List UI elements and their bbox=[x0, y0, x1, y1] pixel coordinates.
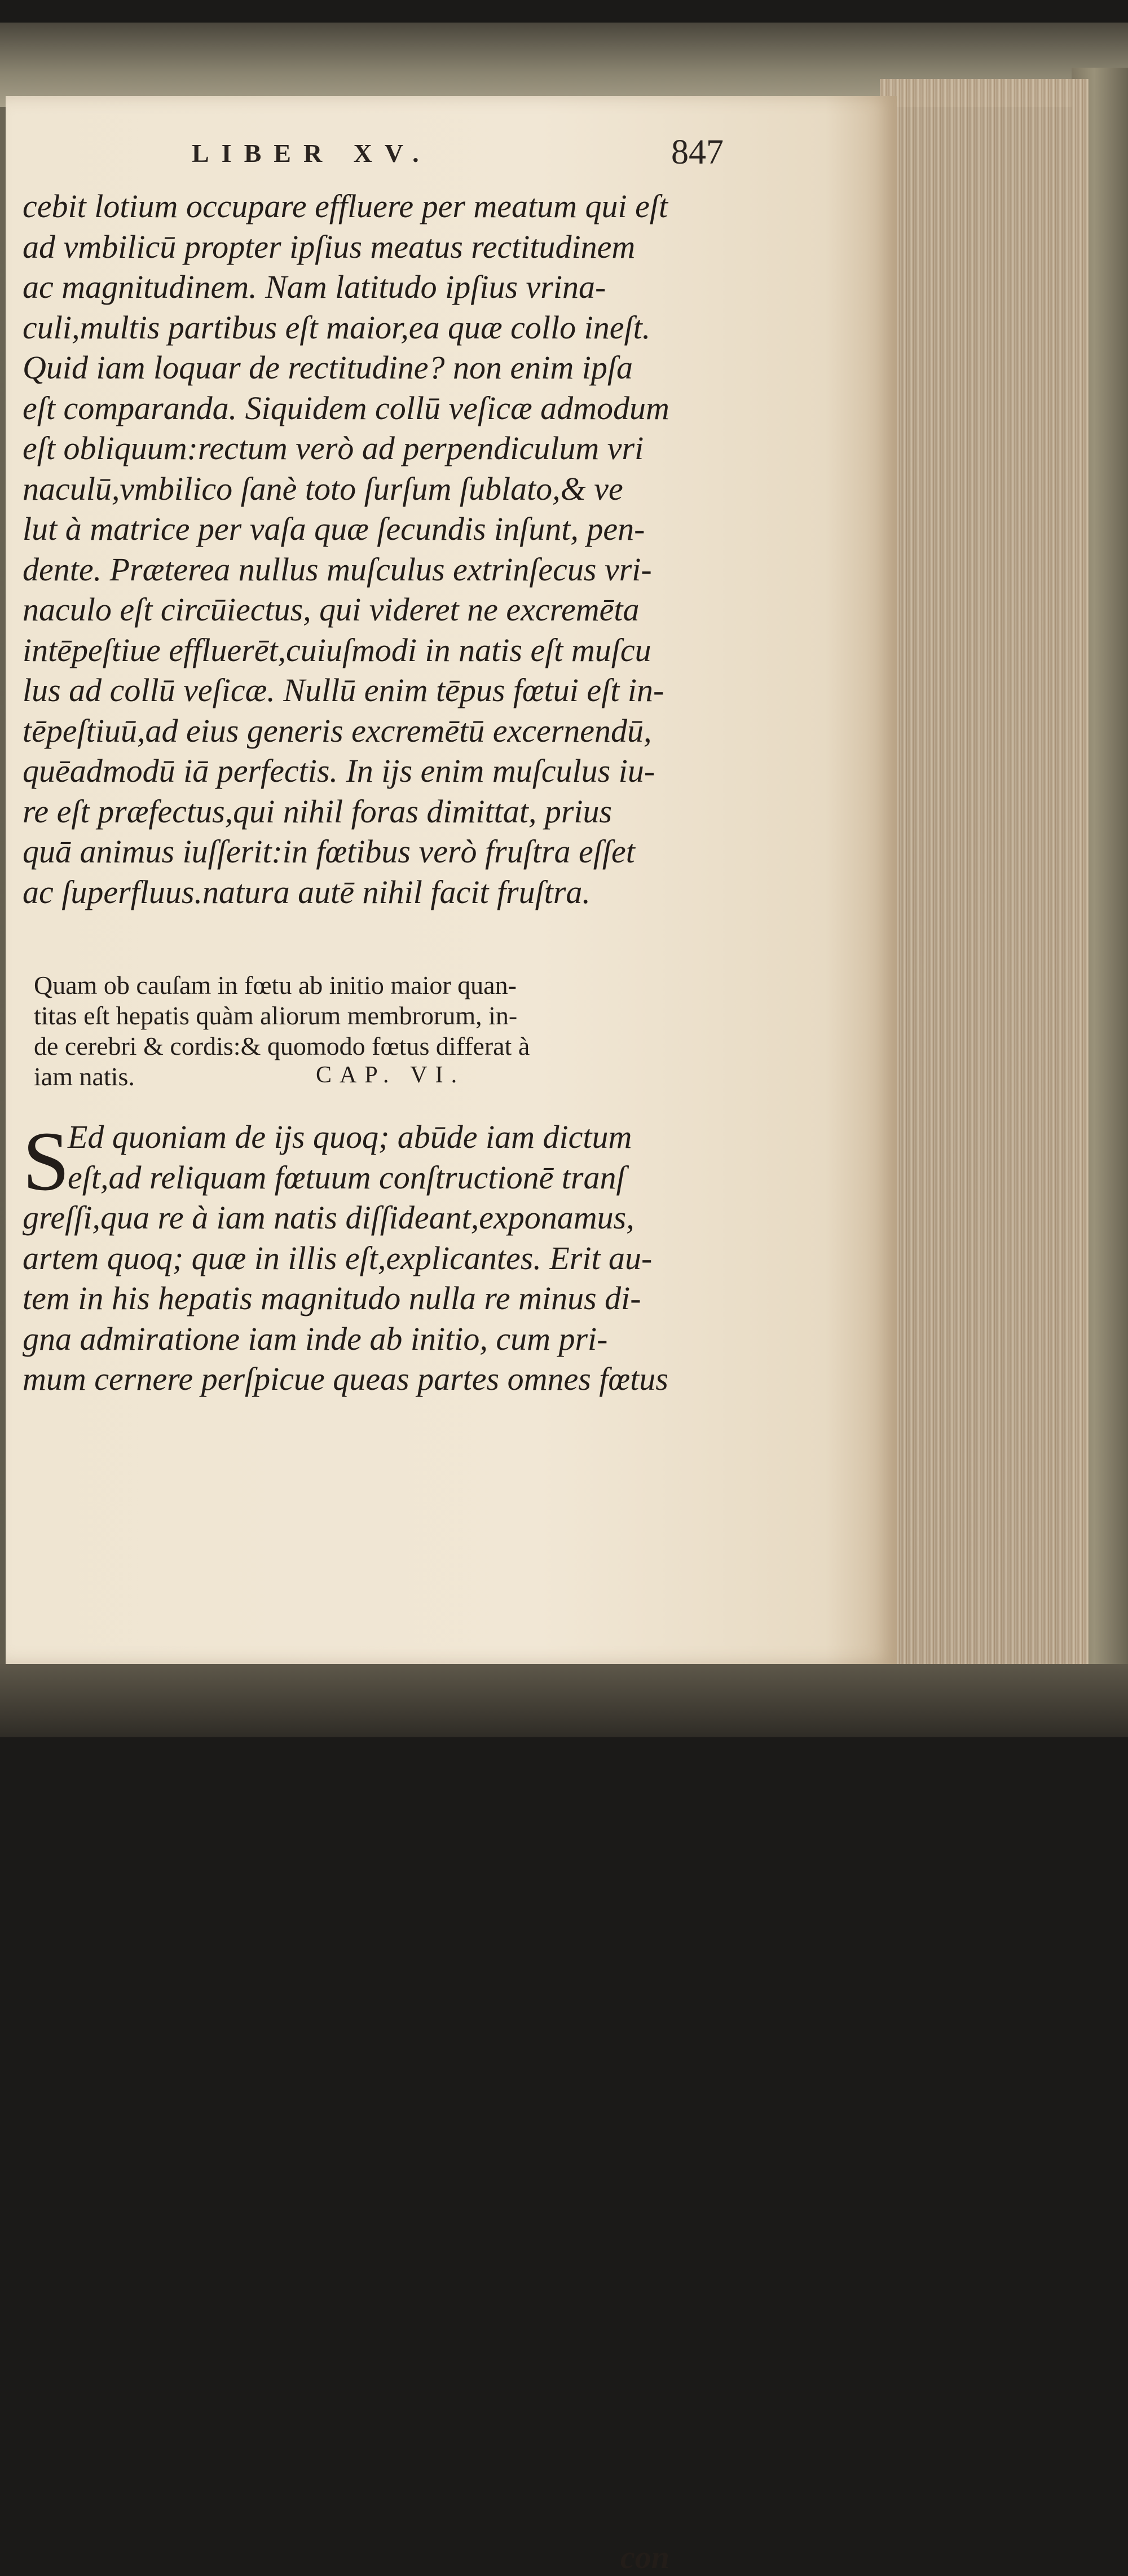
book-bottom-edge bbox=[0, 1664, 1128, 1737]
text-line: naculū,vmbilico ſanè toto ſurſum ſublato,& ve bbox=[23, 470, 623, 507]
page-header bbox=[192, 133, 756, 172]
running-head: LIBER XV. bbox=[192, 139, 431, 168]
text-line: cebit lotium occupare effluere per meatum qui eſt bbox=[23, 188, 668, 224]
text-line: artem quoq; quæ in illis eſt,explicantes. Erit au- bbox=[23, 1239, 653, 1276]
text-line: ac ſuperfluus.natura autē nihil facit fruſtra. bbox=[23, 873, 591, 910]
caption-line: iam natis. bbox=[34, 1062, 135, 1091]
text-line: quā animus iuſſerit:in fœtibus verò fruſtra eſſet bbox=[23, 833, 635, 870]
text-line: Quid iam loquar de rectitudine? non enim ipſa bbox=[23, 349, 633, 386]
text-line: greſſi,qua re à iam natis diſſideant,exponamus, bbox=[23, 1199, 634, 1236]
text-line: eſt,ad reliquam fœtuum conſtructionē tranſ bbox=[68, 1159, 625, 1196]
paragraph-main bbox=[23, 186, 711, 912]
caption-line: Quam ob cauſam in fœtu ab initio maior quan- bbox=[34, 971, 517, 999]
catchword: con bbox=[620, 2539, 669, 2575]
text-line: lus ad collū veſicæ. Nullū enim tēpus fœtui eſt in- bbox=[23, 672, 664, 708]
text-line: lut à matrice per vaſa quæ ſecundis inſunt, pen- bbox=[23, 510, 645, 547]
text-line: ad vmbilicū propter ipſius meatus rectitudinem bbox=[23, 228, 636, 265]
text-line: Ed quoniam de ijs quoq; abūde iam dictum bbox=[68, 1119, 632, 1155]
chapter-caption bbox=[34, 970, 688, 1092]
text-line: culi,multis partibus eſt maior,ea quæ collo ineſt. bbox=[23, 309, 651, 346]
chapter-label: CAP. VI. bbox=[316, 1062, 465, 1088]
text-line: eſt obliquum:rectum verò ad perpendiculum vri bbox=[23, 430, 644, 466]
caption-line: de cerebri & cordis:& quomodo fœtus differat à bbox=[34, 1032, 530, 1060]
text-line: gna admiratione iam inde ab initio, cum pri- bbox=[23, 1320, 608, 1357]
paragraph-chapter-six bbox=[23, 1115, 711, 2575]
text-line: re eſt præfectus,qui nihil foras dimittat, prius bbox=[23, 792, 613, 830]
text-line: ac magnitudinem. Nam latitudo ipſius vrina- bbox=[23, 268, 606, 305]
text-line: tēpeſtiuū,ad eius generis excremētū excernendū, bbox=[23, 712, 652, 749]
text-line: intēpeſtiue effluerēt,cuiuſmodi in natis eſt muſcu bbox=[23, 631, 651, 668]
page-edges bbox=[880, 79, 1089, 1692]
text-line: naculo eſt circūiectus, qui videret ne excremēta bbox=[23, 591, 640, 628]
text-line: mum cernere perſpicue queas partes omnes fœtus bbox=[23, 1360, 668, 1397]
drop-cap: S bbox=[23, 1115, 70, 1208]
text-line: eſt comparanda. Siquidem collū veſicæ admodum bbox=[23, 389, 669, 426]
caption-line: titas eſt hepatis quàm aliorum membrorum, in- bbox=[34, 1001, 518, 1030]
text-line: quēadmodū iā perfectis. In ijs enim muſculus iu- bbox=[23, 752, 655, 789]
text-line: dente. Præterea nullus muſculus extrinſecus vri- bbox=[23, 551, 652, 588]
page-number: 847 bbox=[671, 133, 724, 171]
text-line: tem in his hepatis magnitudo nulla re minus di- bbox=[23, 1280, 641, 1316]
